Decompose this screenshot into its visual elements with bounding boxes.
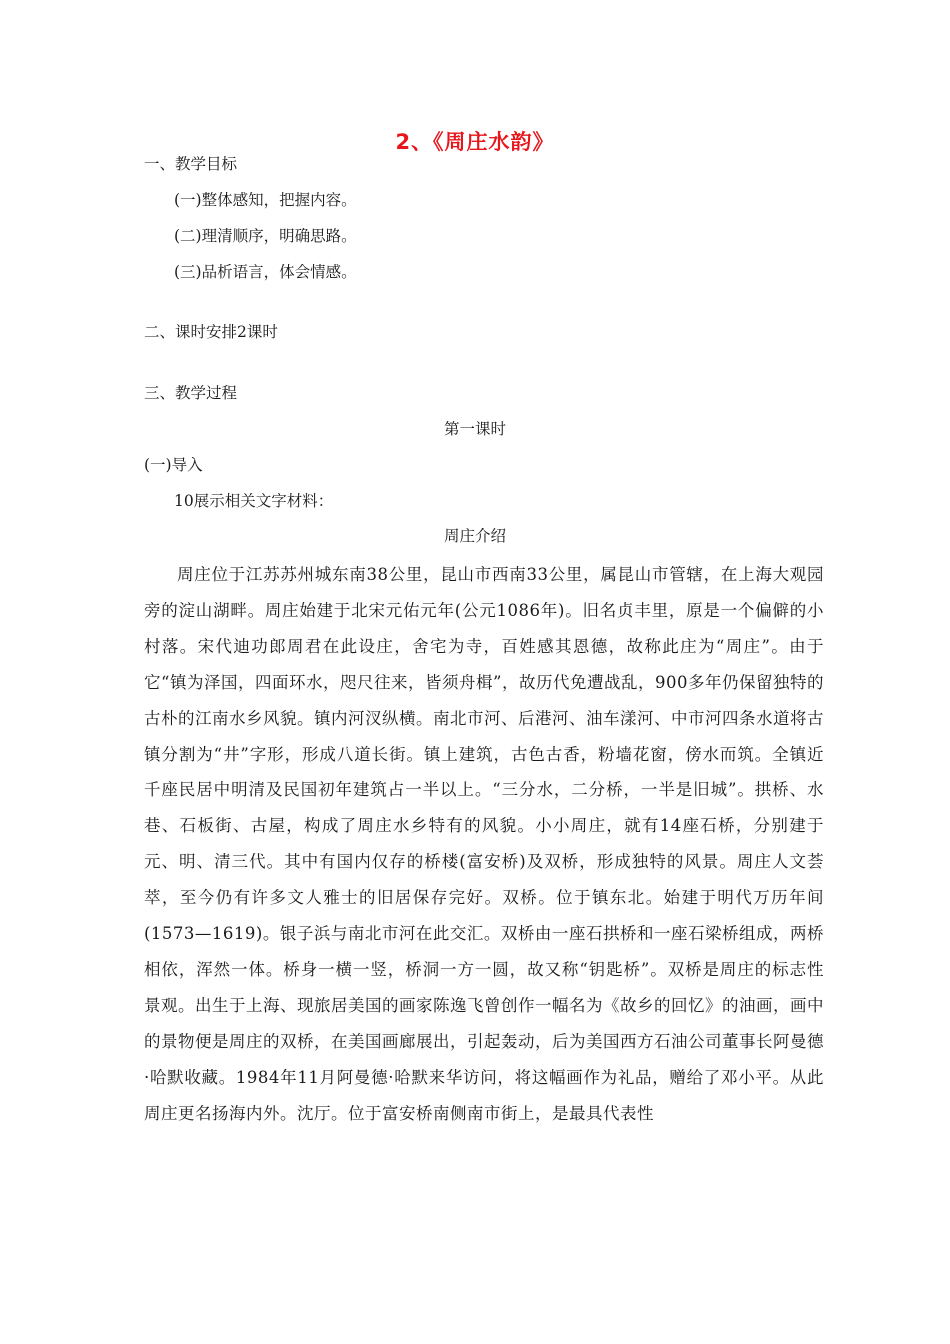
- section-heading-schedule: 二、课时安排2课时: [144, 323, 278, 341]
- goal-item-2: (二)理清顺序，明确思路。: [174, 227, 357, 245]
- lesson-heading: 第一课时: [443, 420, 506, 438]
- material-line: 10展示相关文字材料：: [174, 492, 334, 510]
- section-heading-goals: 一、教学目标: [144, 155, 238, 173]
- intro-paragraph: 周庄位于江苏苏州城东南38公里，昆山市西南33公里，属昆山市管辖，在上海大观园旁的淀山湖畔。周庄始建于北宋元佑元年(公元1086年)。旧名贞丰里，原是一个偏僻的小村落。宋代迪功郎周君在此设庄，舍宅为寺，百姓感其恩德，故称此庄为“周庄”。由于它“镇为泽国，四面环水，咫尺往来，皆须舟楫”，故历代免遭战乱，900多年仍保留独特的古朴的江南水乡风貌。镇内河汊纵横。南北市河、后港河、油车漾河、中市河四条水道将古镇分割为“井”字形，形成八道长街。镇上建筑，古色古香，粉墙花窗，傍水而筑。全镇近千座民居中明清及民国初年建筑占一半以上。“三分水，二分桥，一半是旧城”。拱桥、水巷、石板街、古屋，构成了周庄水乡特有的风貌。小小周庄，就有14座石桥，分别建于元、明、清三代。其中有国内仅存的桥楼(富安桥)及双桥，形成独特的风景。周庄人文荟萃，至今仍有许多文人雅士的旧居保存完好。双桥。位于镇东北。始建于明代万历年间(1573—1619)。银子浜与南北市河在此交汇。双桥由一座石拱桥和一座石梁桥组成，两桥相依，浑然一体。桥身一横一竖，桥洞一方一圆，故又称“钥匙桥”。双桥是周庄的标志性景观。出生于上海、现旅居美国的画家陈逸飞曾创作一幅名为《故乡的回忆》的油画，画中的景物便是周庄的双桥，在美国画廊展出，引起轰动，后为美国西方石油公司董事长阿曼德·哈默收藏。1984年11月阿曼德·哈默来华访问，将这幅画作为礼品，赠给了邓小平。从此周庄更名扬海内外。沈厅。位于富安桥南侧南市街上，是最具代表性: [144, 565, 824, 1123]
- document-title: 2、《周庄水韵》: [395, 130, 555, 154]
- goal-item-3: (三)品析语言，体会情感。: [174, 263, 357, 281]
- goal-item-1: (一)整体感知，把握内容。: [174, 191, 357, 209]
- intro-title: 周庄介绍: [443, 527, 506, 545]
- section-heading-process: 三、教学过程: [144, 384, 238, 402]
- sub-heading-intro: (一)导入: [144, 456, 203, 474]
